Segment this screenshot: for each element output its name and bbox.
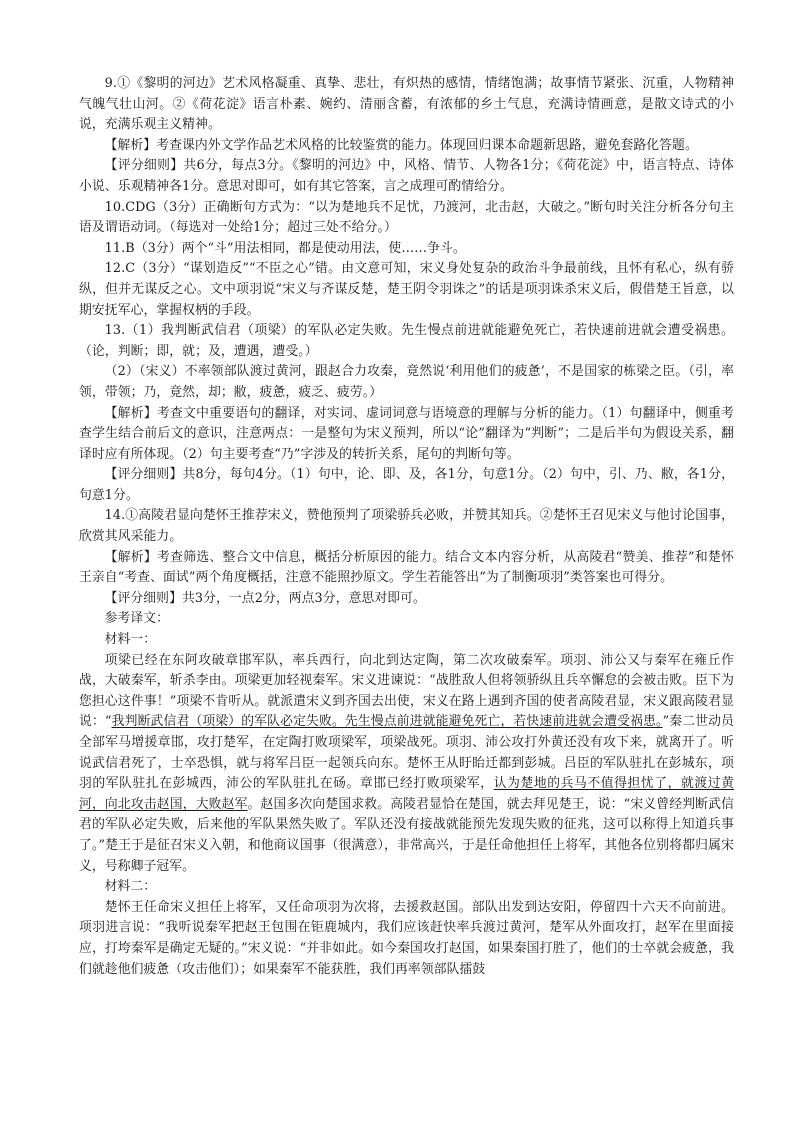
material-1-segment: ”秦二世动员全部军马增援章邯，攻打楚军，在定陶打败项梁军，项梁战死。项羽、沛公攻打外黄还没有攻下来，就离开了。听说武信君死了，士卒恐惧，就与将军吕臣一起领兵向东。楚怀王从盱眙迁都到彭城。吕臣的军队驻扎在彭城东，项羽的军队驻扎在彭城西，沛公的军队驻扎在砀。章邯已经打败项梁军，: [79, 714, 735, 792]
underlined-sentence-2: 认为楚地的兵马不值得担忧了，就渡过黄河，向北攻击赵国，大败赵军: [79, 776, 734, 812]
answer-13-1: 13.（1）我判断武信君（项梁）的军队必定失败。先生慢点前进就能避免死亡，若快速前进就会遭受祸患。（论，判断；即，就；及，遭遇，遭受。）: [79, 323, 734, 359]
answer-12: 12.C（3分）“谋划造反”“不臣之心”错。由文意可知，宋义身处复杂的政治斗争最前线，且怀有私心，纵有骄纵，但并无谋反之心。文中项羽说“宋义与齐谋反楚，楚王阴令羽诛之”的话是项羽诛杀宋义后，假借楚王旨意，以期安抚军心，掌握权柄的手段。: [79, 261, 734, 318]
analysis-14: 【解析】考查筛选、整合文中信息，概括分析原因的能力。结合文本内容分析，从高陵君“赞美、推荐”和楚怀王亲自“考查、面试”两个角度概括，注意不能照抄原文。学生若能答出“为了制衡项羽”类答案也可得分。: [79, 549, 734, 586]
material-1-text: [79, 651, 734, 878]
analysis-9: 【解析】考查课内外文学作品艺术风格的比较鉴赏的能力。体现回归课本命题新思路，避免套路化答题。: [104, 137, 698, 153]
answer-13-2: （2）（宋义）不率领部队渡过黄河，跟赵合力攻秦，竟然说‘利用他们的疲惫’，不是国家的栋梁之臣。（引，率领，带领；乃，竟然，却；敝，疲惫，疲乏、疲劳。）: [79, 364, 734, 400]
underlined-sentence-1: 我判断武信君（项梁）的军队必定失败。先生慢点前进就能避免死亡，若快速前进就会遭受祸患。: [111, 714, 663, 730]
material-2-heading: 材料二：: [104, 879, 157, 895]
answer-14: 14.①高陵君显向楚怀王推荐宋义，赞他预判了项梁骄兵必败，并赞其知兵。②楚怀王召见宋义与他讨论国事，欣赏其风采能力。: [79, 508, 734, 545]
scoring-14: 【评分细则】共3分，一点2分，两点3分，意思对即可。: [104, 590, 426, 606]
translation-heading: 参考译文：: [104, 611, 170, 627]
material-1-segment: 项梁已经在东阿攻破章邯军队，率兵西行，向北到达定陶，第二次攻破秦军。项羽、沛公又与秦军在雍丘作战，大破秦军，斩杀李由。项梁更加轻视秦军。宋义进谏说：“战胜敌人但将领骄纵且兵卒懈怠的会被击败。臣下为您担心这件事！”项梁不肯听从。就派遣宋义到齐国去出使，宋义在路上遇到齐国的使者高陵君显，宋义跟高陵君显说：“: [79, 652, 734, 730]
material-2-text: 楚怀王任命宋义担任上将军，又任命项羽为次将，去援救赵国。部队出发到达安阳，停留四十六天不向前进。项羽进言说：“我听说秦军把赵王包围在钜鹿城内，我们应该赶快率兵渡过黄河，楚军从外面攻打，赵军在里面接应，打垮秦军是确定无疑的。”宋义说：“并非如此。如今秦国攻打赵国，如果秦国打胜了，他们的士卒就会疲惫，我们就趁他们疲惫（攻击他们）；如果秦军不能获胜，我们再率领部队擂鼓: [79, 899, 734, 977]
answer-9: 9.①《黎明的河边》艺术风格凝重、真挚、悲壮，有炽热的感情，情绪饱满；故事情节紧张、沉重，人物精神气魄气壮山河。②《荷花淀》语言朴素、婉约、清丽含蓄，有浓郁的乡土气息，充满诗情画意，是散文诗式的小说，充满乐观主义精神。: [79, 76, 734, 133]
material-1-heading: 材料一：: [104, 632, 157, 648]
scoring-13: 【评分细则】共8分，每句4分。（1）句中，论、即、及，各1分，句意1分。（2）句中，引、乃、敝，各1分，句意1分。: [79, 467, 734, 503]
answer-11: 11.B（3分）两个“斗”用法相同，都是使动用法，使……争斗。: [104, 240, 466, 256]
analysis-13: 【解析】考查文中重要语句的翻译，对实词、虚词词意与语境意的理解与分析的能力。（1）句翻译中，侧重考查学生结合前后文的意识，注意两点：一是整句为宋义预判，所以“论”翻译为“判断”；二是后半句为假设关系，翻译时应有所体现。（2）句主要考查“乃”字涉及的转折关系，尾句的判断句等。: [79, 405, 734, 462]
answer-10: 10.CDG（3分）正确断句方式为：“以为楚地兵不足忧，乃渡河，北击赵，大破之。”断句时关注分析各分句主语及谓语动词。（每选对一处给1分；超过三处不给分。）: [79, 199, 734, 236]
scoring-9: 【评分细则】共6分，每点3分。《黎明的河边》中，风格、情节、人物各1分；《荷花淀》中，语言特点、诗体小说、乐观精神各1分。意思对即可，如有其它答案，言之成理可酌情给分。: [79, 158, 734, 194]
material-1-segment: 。赵国多次向楚国求救。高陵君显恰在楚国，就去拜见楚王，说：“宋义曾经判断武信君的军队必定失败，后来他的军队果然失败了。军队还没有接战就能预先发现失败的征兆，这可以称得上知道兵事了。”楚王于是征召宋义入朝，和他商议国事（很满意），非常高兴，于是任命他担任上将军，其他各位别将都归属宋义，号称卿子冠军。: [79, 796, 734, 874]
